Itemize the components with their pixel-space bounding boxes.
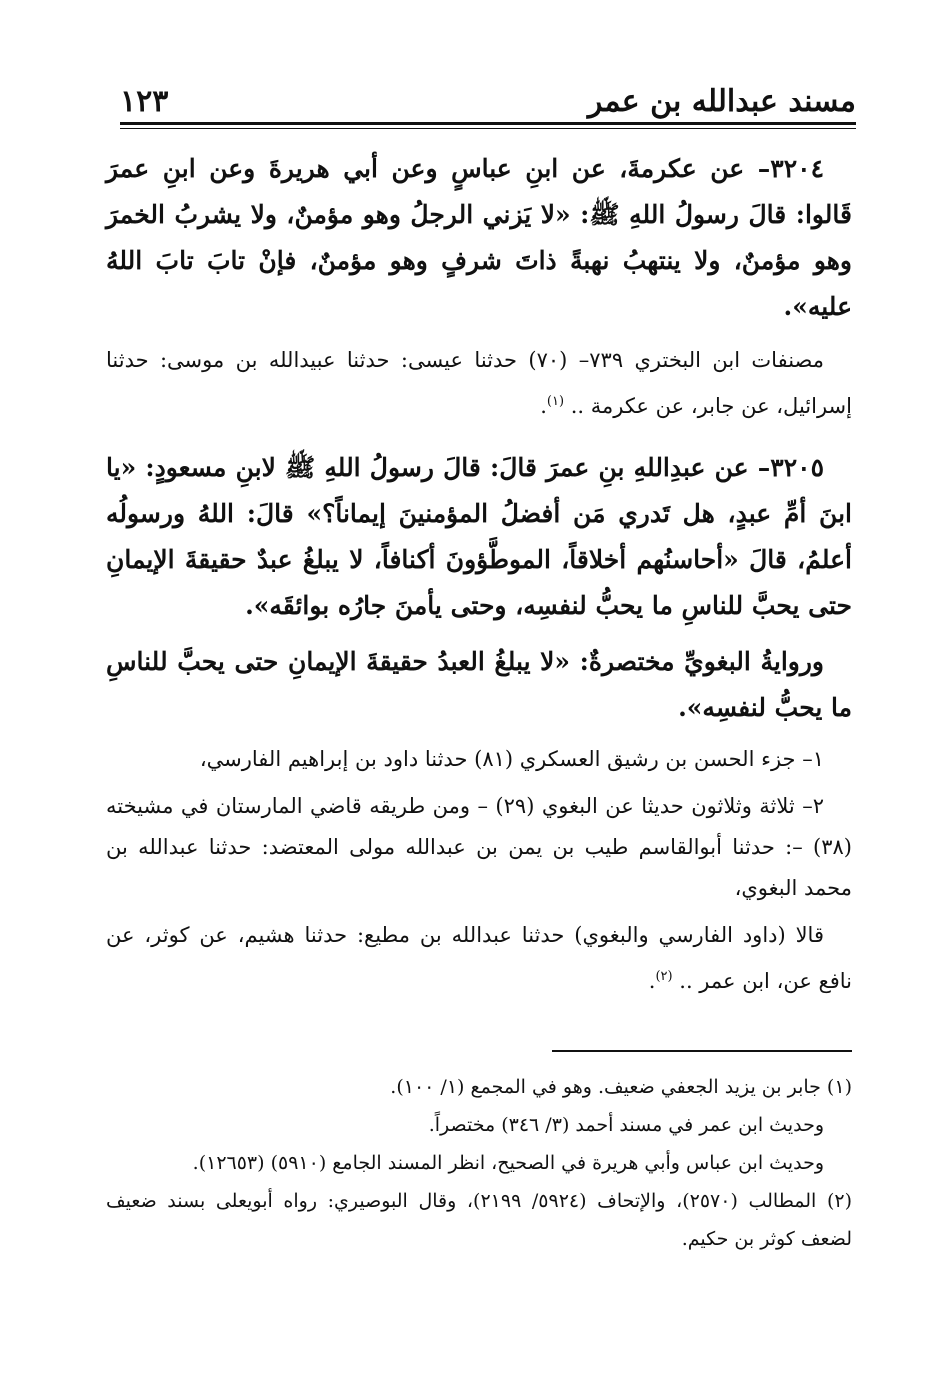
footnotes (106, 1068, 852, 1258)
footnote-ref-2: (٢) (655, 969, 673, 984)
source-3205-2: ٢– ثلاثة وثلاثون حديثا عن البغوي (٢٩) – ومن طريقه قاضي المارستان في مشيخته (٣٨) –: حدثنا أبوالقاسم طيب بن يمن بن عبدالله مولى المعتضد: حدثنا عبدالله بن محمد البغوي، (106, 794, 852, 900)
footnote-1: (١) جابر بن يزيد الجعفي ضعيف. وهو في المجمع (١/ ١٠٠). (390, 1076, 852, 1098)
footnote-separator (552, 1050, 852, 1052)
running-header (120, 84, 856, 124)
header-rule-thin (120, 128, 856, 129)
footnote-1-line-2: وحديث ابن عمر في مسند أحمد (٣/ ٣٤٦) مختصراً. (428, 1114, 824, 1136)
source-3204: مصنفات ابن البختري ٧٣٩– (٧٠) حدثنا عيسى: حدثنا عبيدالله بن موسى: حدثنا إسرائيل، عن جابر، عن عكرمة .. $^{(١)}$. (106, 348, 852, 418)
footnote-1-line-3: وحديث ابن عباس وأبي هريرة في الصحيح، انظر المسند الجامع (٥٩١٠) (١٢٦٥٣). (192, 1152, 824, 1174)
source-3205-1: ١– جزء الحسن بن رشيق العسكري (٨١) حدثنا داود بن إبراهيم الفارسي، (199, 747, 824, 771)
hadith-3205: ٣٢٠٥– عن عبدِاللهِ بنِ عمرَ قالَ: قالَ رسولُ اللهِ ﷺ لابنِ مسعودٍ: «يا ابنَ أمِّ عبدٍ، هل تَدري مَن أفضلُ المؤمنينَ إيماناً؟» قالَ: اللهُ ورسولُه أعلمُ، قالَ «أحاسنُهم أخلاقاً، الموطَّؤونَ أكنافاً، لا يبلغُ عبدٌ حقيقةَ الإيمانِ حتى يحبَّ للناسِ ما يحبُّ لنفسِه، وحتى يأمنَ جارُه بوائقَه». (106, 453, 852, 620)
source-3205-3: قالا (داود الفارسي والبغوي) حدثنا عبدالله بن مطيع: حدثنا هشيم، عن كوثر، عن نافع عن، ابن عمر .. $^{(٢)}$. (106, 923, 852, 993)
footnote-2: (٢) المطالب (٢٥٧٠)، والإتحاف (٥٩٢٤/ ٢١٩٩)، وقال البوصيري: رواه أبويعلى بسند ضعيف لضعف كوثر بن حكيم. (106, 1190, 852, 1250)
source-3204-text: مصنفات ابن البختري ٧٣٩– (٧٠) حدثنا عيسى: حدثنا عبيدالله بن موسى: حدثنا إسرائيل، عن جابر، عن عكرمة .. (106, 348, 852, 418)
source-3205-3-text: قالا (داود الفارسي والبغوي) حدثنا عبدالله بن مطيع: حدثنا هشيم، عن كوثر، عن نافع عن، ابن عمر .. (106, 923, 852, 993)
footnote-ref-1: (١) (546, 394, 565, 409)
hadith-3204: ٣٢٠٤– عن عكرمةَ، عن ابنِ عباسٍ وعن أبي هريرةَ وعن ابنِ عمرَ قَالوا: قالَ رسولُ اللهِ ﷺ: «لا يَزني الرجلُ وهو مؤمنٌ، ولا يشربُ الخمرَ وهو مؤمنٌ، ولا ينتهبُ نهبةً ذاتَ شرفٍ وهو مؤمنٌ، فإنْ تابَ تابَ اللهُ عليه». (106, 154, 852, 321)
header-title: مسند عبدالله بن عمر (587, 84, 856, 119)
baghawi-narration: وروايةُ البغويِّ مختصرةٌ: «لا يبلغُ العبدُ حقيقةَ الإيمانِ حتى يحبَّ للناسِ ما يحبُّ لنفسِه». (106, 647, 852, 722)
page-number: ١٢٣ (120, 84, 169, 119)
header-rule (120, 122, 856, 125)
main-text (106, 146, 852, 1020)
